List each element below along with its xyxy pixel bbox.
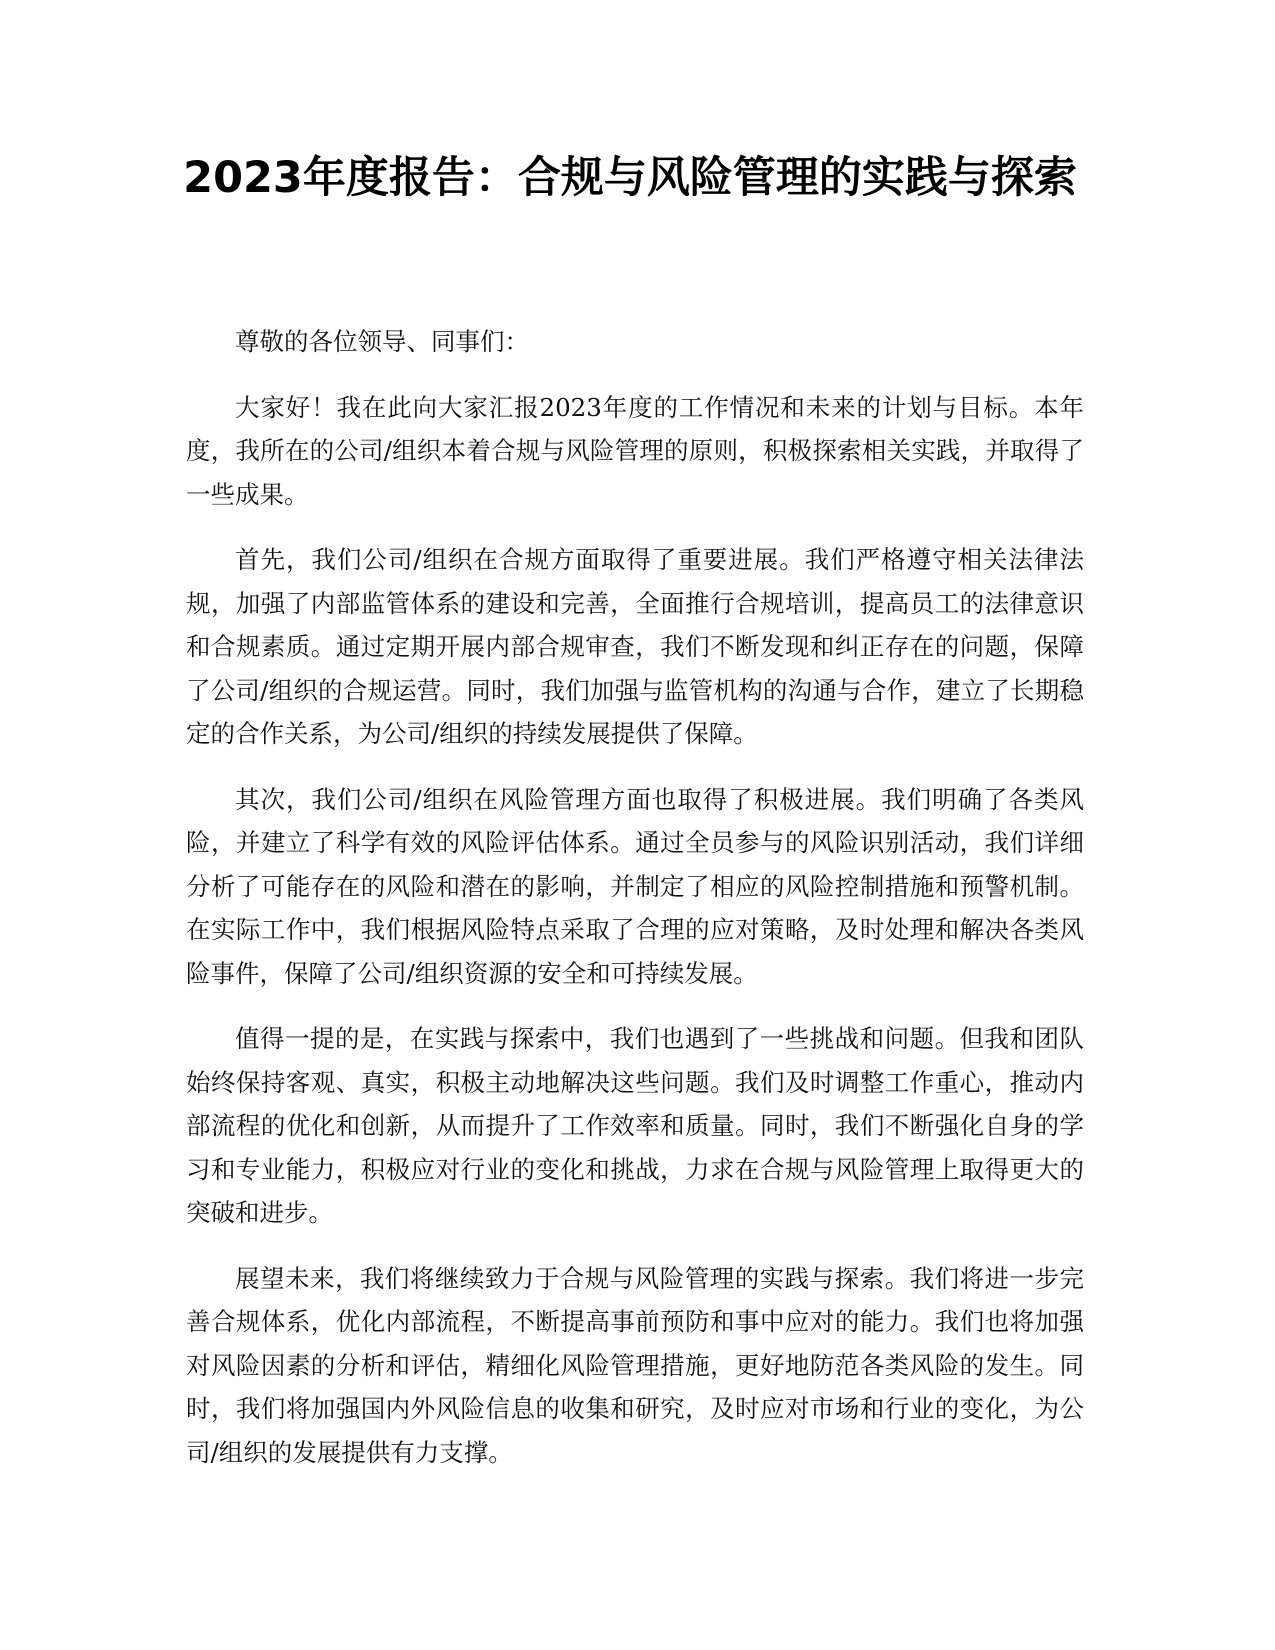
risk-management-paragraph: 其次，我们公司/组织在风险管理方面也取得了积极进展。我们明确了各类风险，并建立了科学有效的风险评估体系。通过全员参与的风险识别活动，我们详细分析了可能存在的风险和潜在的影响，并制定了相应的风险控制措施和预警机制。在实际工作中，我们根据风险特点采取了合理的应对策略，及时处理和解决各类风险事件，保障了公司/组织资源的安全和可持续发展。 [186, 784, 1084, 988]
challenges-paragraph: 值得一提的是，在实践与探索中，我们也遇到了一些挑战和问题。但我和团队始终保持客观、真实，积极主动地解决这些问题。我们及时调整工作重心，推动内部流程的优化和创新，从而提升了工作效率和质量。同时，我们不断强化自身的学习和专业能力，积极应对行业的变化和挑战，力求在合规与风险管理上取得更大的突破和进步。 [186, 1024, 1084, 1227]
document-body [186, 320, 1084, 1496]
document-title: 2023年度报告：合规与风险管理的实践与探索 [183, 153, 1077, 203]
compliance-paragraph: 首先，我们公司/组织在合规方面取得了重要进展。我们严格遵守相关法律法规，加强了内部监管体系的建设和完善，全面推行合规培训，提高员工的法律意识和合规素质。通过定期开展内部合规审查，我们不断发现和纠正存在的问题，保障了公司/组织的合规运营。同时，我们加强与监管机构的沟通与合作，建立了长期稳定的合作关系，为公司/组织的持续发展提供了保障。 [186, 545, 1084, 748]
intro-paragraph: 大家好！我在此向大家汇报2023年度的工作情况和未来的计划与目标。本年度，我所在的公司/组织本着合规与风险管理的原则，积极探索相关实践，并取得了一些成果。 [186, 392, 1084, 509]
outlook-paragraph: 展望未来，我们将继续致力于合规与风险管理的实践与探索。我们将进一步完善合规体系，优化内部流程，不断提高事前预防和事中应对的能力。我们也将加强对风险因素的分析和评估，精细化风险管理措施，更好地防范各类风险的发生。同时，我们将加强国内外风险信息的收集和研究，及时应对市场和行业的变化，为公司/组织的发展提供有力支撑。 [186, 1263, 1084, 1467]
salutation-paragraph: 尊敬的各位领导、同事们： [235, 327, 529, 356]
